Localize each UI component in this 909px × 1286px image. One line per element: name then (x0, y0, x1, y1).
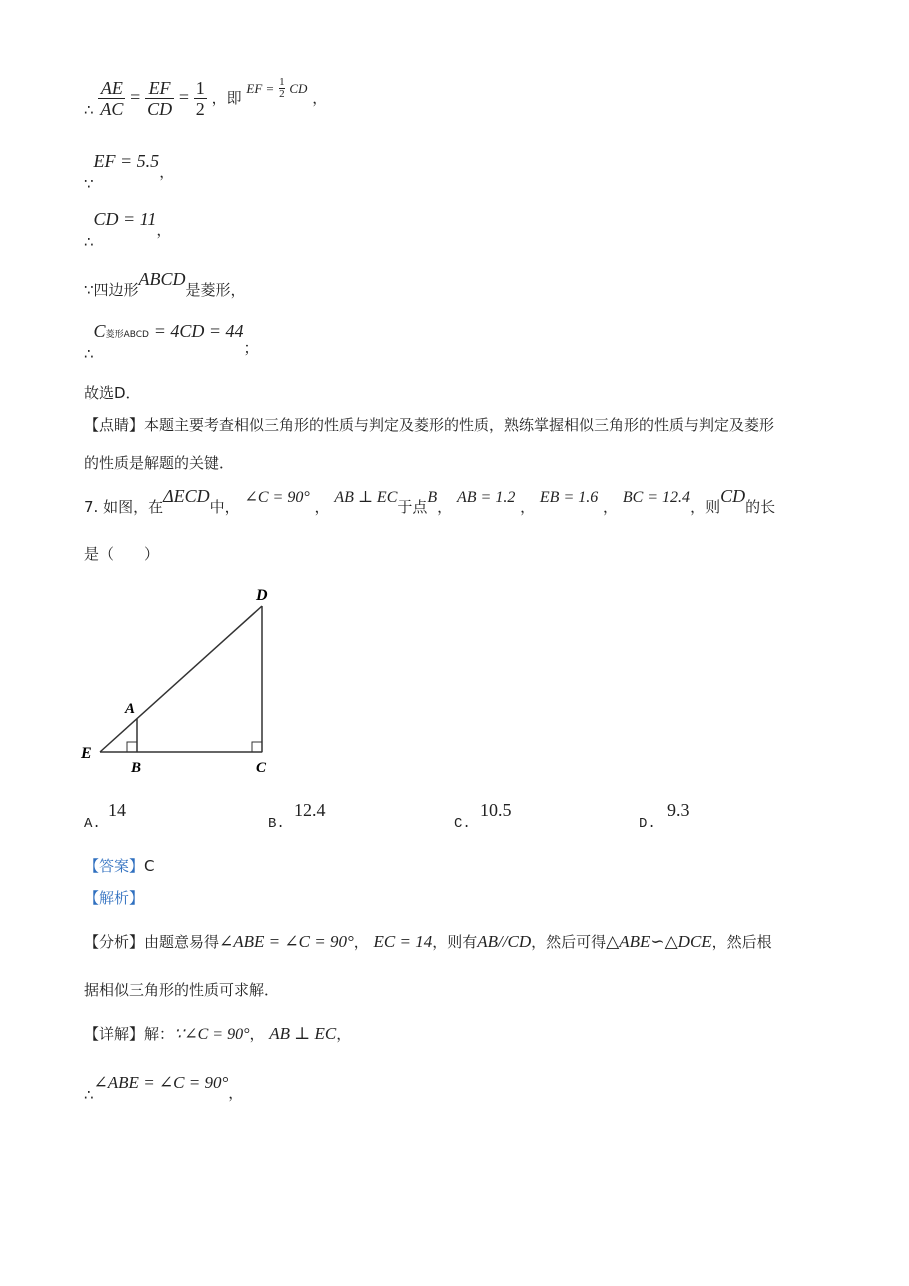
label-e: E (81, 745, 92, 762)
triangle-figure (78, 580, 288, 780)
fraction-one-half: $\frac{1}{2}$ (195, 78, 205, 119)
fenxi-line-1: 【分析】由题意易得∠ABE = ∠C = 90°， EC = 14，则有AB//CD，然后可得△ABE∽△DCE，然后根 (84, 932, 772, 951)
line-choose-d: 故选D． (84, 384, 141, 402)
fraction-ae-ac: $\frac{AE}{AC}$ (100, 78, 124, 119)
segment-ed (100, 606, 262, 752)
right-angle-b (127, 742, 137, 752)
analysis-tag: 【解析】 (84, 889, 145, 907)
line-cd: ∴CD = 11， (84, 209, 172, 251)
fenxi-line-2: 据相似三角形的性质可求解． (84, 981, 280, 999)
ef-half-cd: EF = $\frac{1}{2}$ CD (246, 76, 308, 100)
dianjing-line-2: 的性质是解题的关键． (84, 454, 235, 472)
dianjing-line-1: 【点睛】本题主要考查相似三角形的性质与判定及菱形的性质，熟练掌握相似三角形的性质与判定及菱形 (84, 416, 775, 434)
detail-line-1: 【详解】解：∵∠C = 90°， AB ⊥ EC， (84, 1024, 352, 1043)
label-a: A (125, 701, 136, 717)
line-rhombus: ∵四边形ABCD是菱形， (84, 269, 246, 299)
answer-value: C (144, 857, 155, 875)
label-b: B (131, 760, 142, 776)
line-ef: ∵EF = 5.5， (84, 151, 175, 193)
therefore-symbol: ∴ (84, 101, 94, 119)
label-d: D (256, 587, 268, 604)
fraction-ef-cd: $\frac{EF}{CD}$ (147, 78, 173, 119)
line-perimeter: ∴C菱形ABCD = 4CD = 44； (84, 321, 259, 363)
right-angle-c (252, 742, 262, 752)
line-ratio: ∴ $\frac{AE}{AC}$ = $\frac{EF}{CD}$ = $\frac{1}{2}$ ，即 EF = $\frac{1}{2}$ CD ， (84, 76, 328, 119)
label-c: C (256, 760, 267, 776)
question-7-line-2: 是（ ） (84, 545, 160, 563)
detail-line-2: ∴∠ABE = ∠C = 90°， (84, 1073, 244, 1104)
question-7-line-1: 7. 如图，在ΔECD中， ∠C = 90° ， AB ⊥ EC于点B， AB = 1.2 ， EB = 1.6 ， BC = 12.4，则CD的长 (84, 486, 776, 516)
answer-line: 【答案】C (84, 857, 155, 875)
